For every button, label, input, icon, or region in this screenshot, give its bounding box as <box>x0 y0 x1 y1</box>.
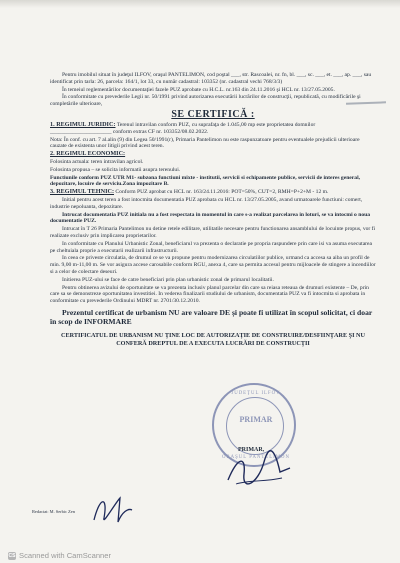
mayor-signature <box>224 450 294 490</box>
signatory-role: PRIMAR, <box>238 447 265 453</box>
section-economic-heading: 2. REGIMUL ECONOMIC: <box>50 150 126 158</box>
tehnic-para-6: Initierea PUZ-ului se face de catre beneficiari prin plan urbanistic zonal de primarul localitatii. <box>62 276 274 283</box>
certificate-title: SE CERTIFICĂ : <box>171 108 255 120</box>
section-tehnic-heading: 3. REGIMUL TEHNIC: <box>50 188 115 196</box>
redactor-signature <box>90 492 134 528</box>
closing-statement: Prezentul certificat de urbanism NU are valoare DE și poate fi utilizat în scopul solicitat, ci doar în scop de INFORMARE <box>50 307 373 326</box>
stamp-top-text: JUDEŢUL ILFOV <box>231 391 281 396</box>
stamp-center-text: PRIMAR <box>239 415 273 424</box>
stamp-bottom-text: ORAŞUL PANTELIMON <box>222 455 290 460</box>
section-juridic-note: Nota: În conf. cu art. 7 al.alin (9) din Legea 50/1991(r), Primaria Pantelimon nu este raspunzatoare pentru eventualele prejudicii ulterioare cauzate de existenta unor litigii privind acest teren. <box>50 136 360 150</box>
certificate-body <box>50 72 376 349</box>
intro-line-1: Pentru imobilul situat în judeţul ILFOV, oraşul PANTELIMON, cod poştal ___, str. Rascoalei, nr. fn, bl. ___, sc. ___, et. ___, ap. ___, sau identificat prin tarla: 26, parcela: 164/1, lot 33, cu număr cadastral: 103352 (nr. cadastral vechi 768/3/3) <box>50 72 372 85</box>
closing-disclaimer: CERTIFICATUL DE URBANISM NU ŢINE LOC DE AUTORIZAŢIE DE CONSTRUIRE/DESFIINŢARE ŞI NU CONFERĂ DREPTUL DE A EXECUTA LUCRĂRI DE CONSTRUCŢII <box>60 331 365 347</box>
section-tehnic-text: Conform PUZ aprobat cu HCL nr. 163/24.11.2016: POT=50%, CUT=2, RMH=P+2+M - 12 m. <box>115 189 329 196</box>
section-juridic-heading: 1. REGIMUL JURIDIC: <box>50 120 116 128</box>
tehnic-para-4: In conformitate cu Planului Urbanistic Zonal, beneficiarul va prezenta o declaratie pe propria raspundere prin care isi va asuma executarea pe cheltuiala proprie a executarii realizarii infrastructurii. <box>50 240 372 254</box>
scan-edge <box>0 0 400 8</box>
section-juridic <box>50 122 376 136</box>
section-tehnic <box>50 189 376 196</box>
camscanner-icon: CS <box>8 552 16 559</box>
redactor-label: Redactat: M. Serbic Zen <box>32 509 75 514</box>
tehnic-para-2: Intrucat documentatia PUZ initiala nu a fost respectata in momentul in care s-a realizat parcelarea in loturi, se va intocmi o noua documentatie PUZ. <box>50 211 371 225</box>
economic-line-2: Folosinta propusa – se solicita informatii asupra terenului. <box>50 166 181 173</box>
intro-line-2: În temeiul reglementărilor documentaţiei fazele PUZ aprobate cu H.C.L. nr.163 din 24.11.2016 şi HCL nr. 13/27.05.2005. <box>62 86 335 93</box>
scanner-footer <box>8 551 111 560</box>
economic-line-1: Folosinta actuala: teren intravilan agricol. <box>50 158 144 165</box>
tehnic-para-1: Initial pentru acest teren a fost intocmita documentatia PUZ aprobata cu HCL nr. 13/27.05.2005, avand urmatoarele functiuni: comert, industrie nepoluanta, depozitare. <box>50 196 363 210</box>
tehnic-para-7: Pentru obtinerea avizului de oportunitate se va prezenta inclusiv planul parcelar din care sa reiasa reteaua de drumuri existente – De, prin care sa se demonstreze oportunitatea investitiei. In vederea finalizarii studiului de urbanism, documentatia PUZ va fi intocmita si aprobata in conformitate cu prevederile Ordinului MDRT nr. 2701/30.12.2010. <box>50 284 369 305</box>
intro-line-3: În conformitate cu prevederile Legii nr. 50/1991 privind autorizarea executării lucrărilor de construcţii, republicată, cu modificările şi completările ulterioare, <box>50 94 361 108</box>
economic-functions: Functiunile conform PUZ UTR M1- subzona functiuni mixte - institutii, servicii si echipamente publice, servicii de interes general, depozitare, locuire de serviciu.Zona impozitare B. <box>50 174 361 188</box>
tehnic-para-5: In ceea ce priveste circulatia, de drumul ce se va propune pentru modernizarea circulatiilor publice, urmand ca accesa sa aiba un profil de min. 9,00 m-11,00 m. Se vor asigura accese carosabile conform RGU, anexa 4, care sa permita accesul pentru mijloacele de stingere a incendiilor si a celor de colectare deseuri. <box>50 255 376 275</box>
section-juridic-text: Terenul intravilan conform PUZ, cu suprafaţa de 1.045,00 mp este proprietatea domnilor ______________________ conform extras CF nr. 103352/08.02.2022. <box>50 121 316 135</box>
scanner-footer-text: Scanned with CamScanner <box>19 551 112 560</box>
tehnic-para-3: Intrucat în T 26 Primaria Pantelimon nu detine retele edilitare, utilitatile necesare pentru functionarea ansamblului de locuinte propus, vor fi realizate exclusiv prin implicarea proprietarilor. <box>50 226 376 239</box>
